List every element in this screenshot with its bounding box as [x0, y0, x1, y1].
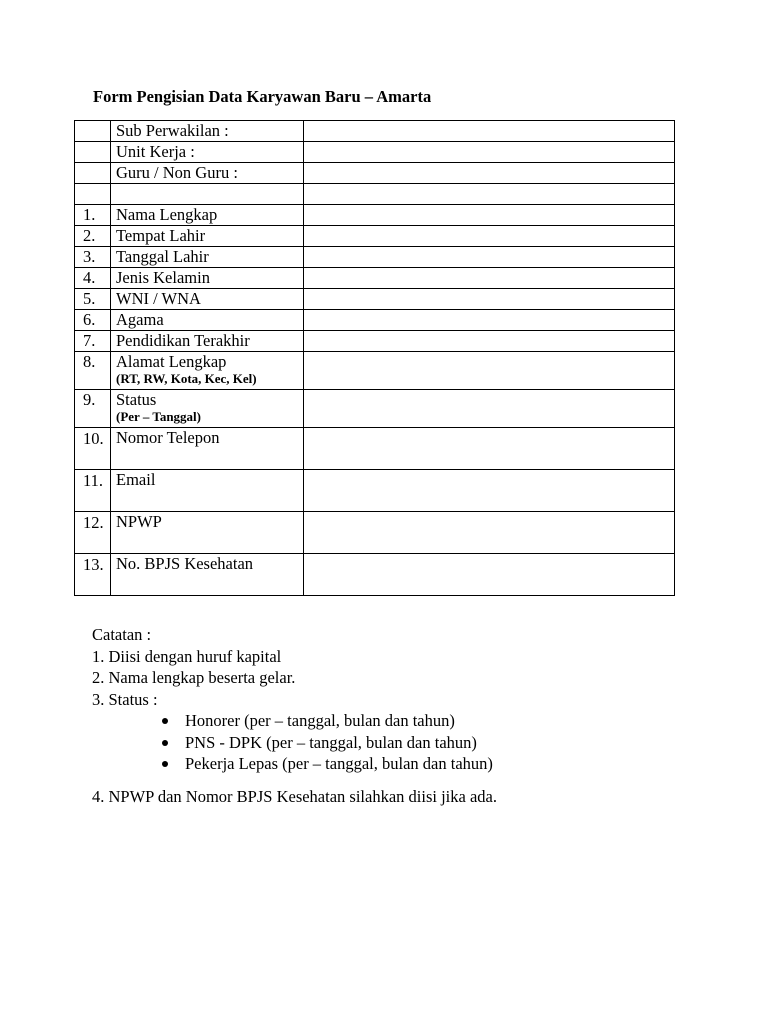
sub-perwakilan-value-field[interactable] [304, 121, 675, 142]
row-number-cell: 3. [75, 247, 111, 268]
row-number-cell [75, 142, 111, 163]
status-bullet-item: Pekerja Lepas (per – tanggal, bulan dan tahun) [92, 753, 497, 775]
form-title: Form Pengisian Data Karyawan Baru – Amarta [93, 87, 432, 106]
row-number-cell: 5. [75, 289, 111, 310]
row-number-cell [75, 184, 111, 205]
row-label-cell: Unit Kerja : [111, 142, 304, 163]
notes-section [92, 624, 497, 807]
employee-data-table [74, 120, 675, 596]
row-number: 12. [83, 513, 104, 532]
notes-heading: Catatan : [92, 625, 152, 644]
table-row-tanggal-lahir [75, 247, 675, 268]
row-number-cell: 4. [75, 268, 111, 289]
wni-wna-value-field[interactable] [304, 289, 675, 310]
row-label: Alamat Lengkap [116, 352, 227, 371]
row-label-cell: Pendidikan Terakhir [111, 331, 304, 352]
row-label-cell: WNI / WNA [111, 289, 304, 310]
status-bullet-item: PNS - DPK (per – tanggal, bulan dan tahun) [92, 732, 497, 754]
table-row-alamat-lengkap [75, 352, 675, 390]
status-value-field[interactable] [304, 390, 675, 428]
row-label-cell: Jenis Kelamin [111, 268, 304, 289]
nama-lengkap-value-field[interactable] [304, 205, 675, 226]
row-number-cell: 1. [75, 205, 111, 226]
table-row-sub-perwakilan [75, 121, 675, 142]
row-label-cell [111, 390, 304, 428]
row-label: Status [116, 390, 157, 409]
tempat-lahir-value-field[interactable] [304, 226, 675, 247]
table-row-agama [75, 310, 675, 331]
guru-non-guru-value-field[interactable] [304, 163, 675, 184]
row-label-cell: Sub Perwakilan : [111, 121, 304, 142]
status-bullet-list [92, 710, 497, 775]
row-label-cell: No. BPJS Kesehatan [111, 554, 304, 596]
row-label-cell: Email [111, 470, 304, 512]
row-number: 13. [83, 555, 104, 574]
table-row-guru-non-guru [75, 163, 675, 184]
row-number-cell [75, 554, 111, 596]
row-label-cell: Nomor Telepon [111, 428, 304, 470]
row-label-cell: Agama [111, 310, 304, 331]
table-row-nomor-telepon [75, 428, 675, 470]
row-sublabel: (RT, RW, Kota, Kec, Kel) [116, 371, 257, 386]
row-number-cell: 8. [75, 352, 111, 390]
status-bullet-item: Honorer (per – tanggal, bulan dan tahun) [92, 710, 497, 732]
email-value-field[interactable] [304, 470, 675, 512]
table-row-spacer [75, 184, 675, 205]
row-label-cell: Tempat Lahir [111, 226, 304, 247]
table-row-email [75, 470, 675, 512]
jenis-kelamin-value-field[interactable] [304, 268, 675, 289]
alamat-lengkap-value-field[interactable] [304, 352, 675, 390]
row-number: 11. [83, 471, 104, 490]
tanggal-lahir-value-field[interactable] [304, 247, 675, 268]
row-sublabel: (Per – Tanggal) [116, 409, 201, 424]
table-row-tempat-lahir [75, 226, 675, 247]
row-number: 10. [83, 429, 104, 448]
table-row-unit-kerja [75, 142, 675, 163]
note-item: 1. Diisi dengan huruf kapital [92, 646, 282, 666]
note-item: 3. Status : [92, 689, 158, 709]
table-row-bpjs-kesehatan [75, 554, 675, 596]
table-row-status [75, 390, 675, 428]
row-number-cell: 9. [75, 390, 111, 428]
table-row-jenis-kelamin [75, 268, 675, 289]
unit-kerja-value-field[interactable] [304, 142, 675, 163]
row-number-cell: 2. [75, 226, 111, 247]
bpjs-kesehatan-value-field[interactable] [304, 554, 675, 596]
table-row-wni-wna [75, 289, 675, 310]
note-item: 4. NPWP dan Nomor BPJS Kesehatan silahkan diisi jika ada. [92, 786, 497, 806]
row-number-cell [75, 428, 111, 470]
row-label-cell: Tanggal Lahir [111, 247, 304, 268]
note-item: 2. Nama lengkap beserta gelar. [92, 668, 296, 687]
npwp-value-field[interactable] [304, 512, 675, 554]
row-label-cell: NPWP [111, 512, 304, 554]
row-label-cell: Nama Lengkap [111, 205, 304, 226]
row-label-cell [111, 184, 304, 205]
pendidikan-terakhir-value-field[interactable] [304, 331, 675, 352]
table-row-nama-lengkap [75, 205, 675, 226]
nomor-telepon-value-field[interactable] [304, 428, 675, 470]
row-label-cell [111, 352, 304, 390]
row-number-cell [75, 470, 111, 512]
row-number-cell [75, 512, 111, 554]
row-number-cell: 7. [75, 331, 111, 352]
row-number-cell [75, 163, 111, 184]
row-number-cell [75, 121, 111, 142]
table-row-npwp [75, 512, 675, 554]
row-number-cell: 6. [75, 310, 111, 331]
row-label-cell: Guru / Non Guru : [111, 163, 304, 184]
table-row-pendidikan-terakhir [75, 331, 675, 352]
spacer-value-field[interactable] [304, 184, 675, 205]
agama-value-field[interactable] [304, 310, 675, 331]
